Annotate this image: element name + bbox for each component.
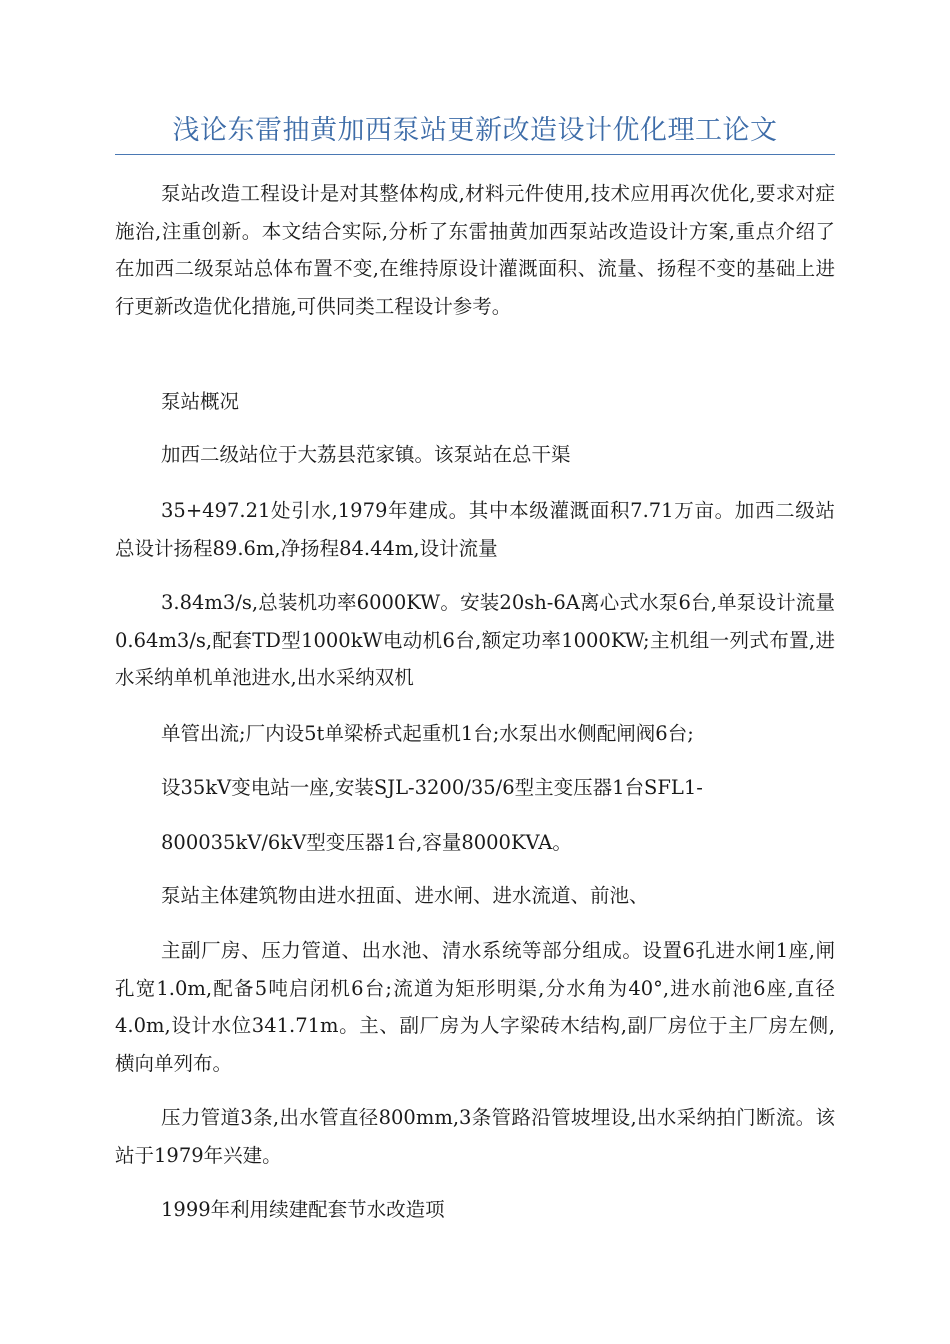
paragraph-structures: 泵站主体建筑物由进水扭面、进水闸、进水流道、前池、 <box>161 884 649 907</box>
title-underline <box>115 154 835 155</box>
section-heading-overview: 泵站概况 <box>161 390 240 413</box>
paragraph-transformer: 800035kV/6kV型变压器1台,容量8000KVA。 <box>161 831 572 854</box>
paragraph-abstract: 泵站改造工程设计是对其整体构成,材料元件使用,技术应用再次优化,要求对症施治,注重创新。本文结合实际,分析了东雷抽黄加西泵站改造设计方案,重点介绍了在加西二级泵站总体布置不变,在维持原设计灌溉面积、流量、扬程不变的基础上进行更新改造优化措施,可供同类工程设计参考。 <box>115 182 835 318</box>
paragraph-outflow: 单管出流;厂内设5t单梁桥式起重机1台;水泵出水侧配闸阀6台; <box>161 722 694 745</box>
paragraph-substation: 设35kV变电站一座,安装SJL-3200/35/6型主变压器1台SFL1- <box>161 776 703 799</box>
paragraph-intake: 35+497.21处引水,1979年建成。其中本级灌溉面积7.71万亩。加西二级站总设计扬程89.6m,净扬程84.44m,设计流量 <box>115 499 835 560</box>
paragraph-buildings: 主副厂房、压力管道、出水池、清水系统等部分组成。设置6孔进水闸1座,闸孔宽1.0m,配备5吨启闭机6台;流道为矩形明渠,分水角为40°,进水前池6座,直径4.0m,设计水位341.71m。主、副厂房为人字梁砖木结构,副厂房位于主厂房左侧,横向单列布。 <box>115 939 835 1075</box>
paragraph-pipes: 压力管道3条,出水管直径800mm,3条管路沿管坡埋设,出水采纳拍门断流。该站于1979年兴建。 <box>115 1106 835 1167</box>
paragraph-location: 加西二级站位于大荔县范家镇。该泵站在总干渠 <box>161 443 571 466</box>
document-title: 浅论东雷抽黄加西泵站更新改造设计优化理工论文 <box>172 115 778 146</box>
paragraph-renovation: 1999年利用续建配套节水改造项 <box>161 1198 445 1221</box>
paragraph-equipment: 3.84m3/s,总装机功率6000KW。安装20sh-6A离心式水泵6台,单泵设计流量0.64m3/s,配套TD型1000kW电动机6台,额定功率1000KW;主机组一列式布置,进水采纳单机单池进水,出水采纳双机 <box>115 591 835 689</box>
